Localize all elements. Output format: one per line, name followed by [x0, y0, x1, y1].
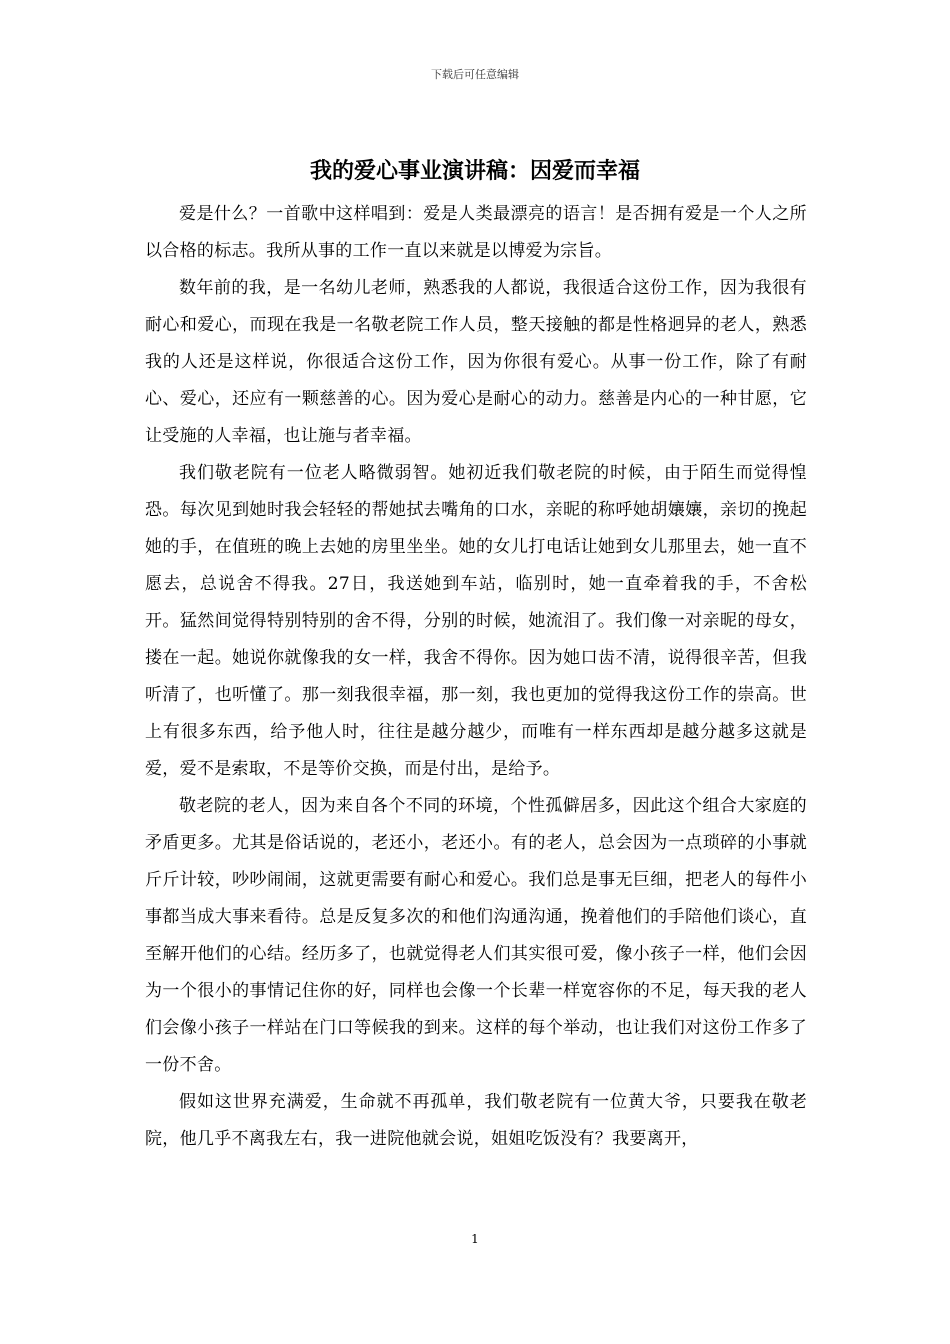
paragraph-5: 假如这世界充满爱，生命就不再孤单，我们敬老院有一位黄大爷，只要我在敬老院，他几乎不离我左右，我一进院他就会说，姐姐吃饭没有？我要离开，	[145, 1092, 807, 1149]
document-title: 我的爱心事业演讲稿：因爱而幸福	[309, 158, 640, 184]
page-number: 1	[471, 1232, 479, 1246]
paragraph-3: 我们敬老院有一位老人略微弱智。她初近我们敬老院的时候，由于陌生而觉得惶恐。每次见到她时我会轻轻的帮她拭去嘴角的口水，亲昵的称呼她胡孃孃，亲切的挽起她的手，在值班的晚上去她的房里坐坐。她的女儿打电话让她到女儿那里去，她一直不愿去，总说舍不得我。27日，我送她到车站，临别时，她一直牵着我的手，不舍松开。猛然间觉得特别特别的舍不得，分别的时候，她流泪了。我们像一对亲昵的母女，搂在一起。她说你就像我的女一样，我舍不得你。因为她口齿不清，说得很辛苦，但我听清了，也听懂了。那一刻我很幸福，那一刻，我也更加的觉得我这份工作的崇高。世上有很多东西，给予他人时，往往是越分越少，而唯有一样东西却是越分越多这就是爱，爱不是索取，不是等价交换，而是付出，是给予。	[145, 463, 807, 779]
header-note: 下载后可任意编辑	[431, 68, 519, 81]
paragraph-1: 爱是什么？一首歌中这样唱到：爱是人类最漂亮的语言！是否拥有爱是一个人之所以合格的标志。我所从事的工作一直以来就是以博爱为宗旨。	[145, 204, 807, 261]
paragraph-4: 敬老院的老人，因为来自各个不同的环境，个性孤僻居多，因此这个组合大家庭的矛盾更多。尤其是俗话说的，老还小，老还小。有的老人，总会因为一点琐碎的小事就斤斤计较，吵吵闹闹，这就更需要有耐心和爱心。我们总是事无巨细，把老人的每件小事都当成大事来看待。总是反复多次的和他们沟通沟通，挽着他们的手陪他们谈心，直至解开他们的心结。经历多了，也就觉得老人们其实很可爱，像小孩子一样，他们会因为一个很小的事情记住你的好，同样也会像一个长辈一样宽容你的不足，每天我的老人们会像小孩子一样站在门口等候我的到来。这样的每个举动，也让我们对这份工作多了一份不舍。	[145, 796, 807, 1075]
document-body	[145, 196, 807, 1158]
paragraph-2: 数年前的我，是一名幼儿老师，熟悉我的人都说，我很适合这份工作，因为我很有耐心和爱心，而现在我是一名敬老院工作人员，整天接触的都是性格迥异的老人，熟悉我的人还是这样说，你很适合这份工作，因为你很有爱心。从事一份工作，除了有耐心、爱心，还应有一颗慈善的心。因为爱心是耐心的动力。慈善是内心的一种甘愿，它让受施的人幸福，也让施与者幸福。	[145, 278, 807, 446]
